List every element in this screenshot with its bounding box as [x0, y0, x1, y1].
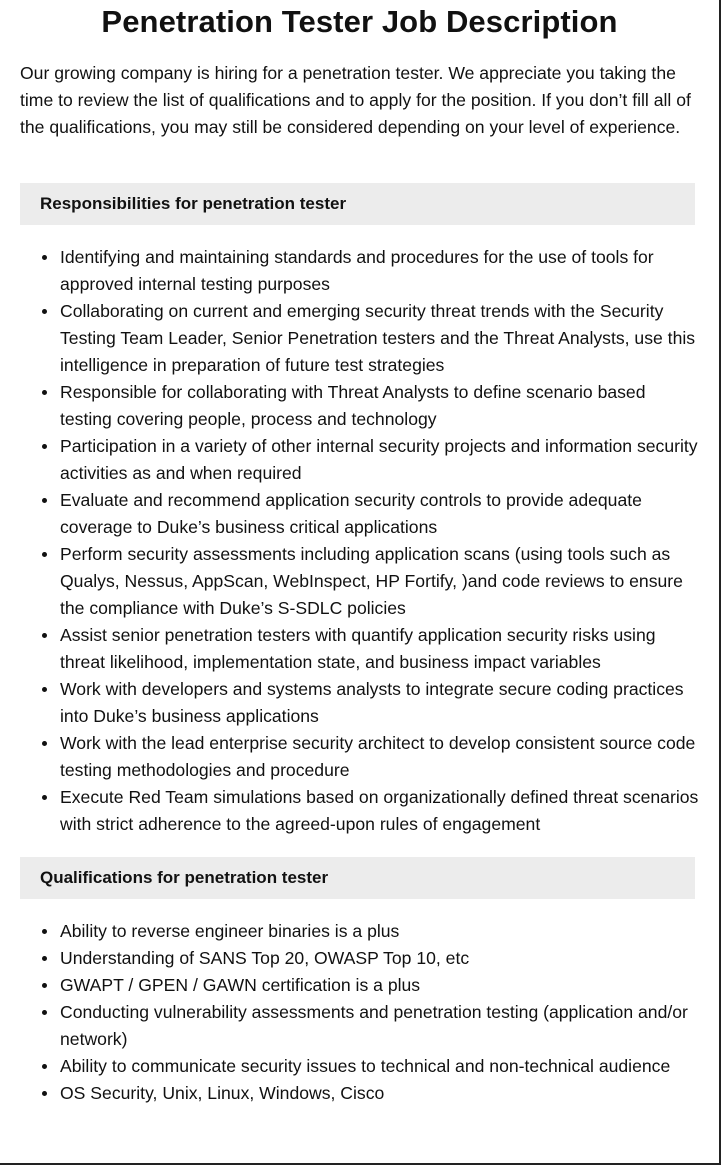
list-item: Responsible for collaborating with Threat Analysts to define scenario based testing covering people, process and technology	[20, 379, 700, 433]
list-item: Ability to reverse engineer binaries is a plus	[20, 918, 700, 945]
list-item: Conducting vulnerability assessments and penetration testing (application and/or network)	[20, 999, 700, 1053]
list-item: Execute Red Team simulations based on organizationally defined threat scenarios with strict adherence to the agreed-upon rules of engagement	[20, 784, 700, 838]
list-item: Evaluate and recommend application security controls to provide adequate coverage to Duke’s business critical applications	[20, 487, 700, 541]
list-item: OS Security, Unix, Linux, Windows, Cisco	[20, 1080, 700, 1107]
list-item: Work with developers and systems analysts to integrate secure coding practices into Duke’s business applications	[20, 676, 700, 730]
list-item: Perform security assessments including application scans (using tools such as Qualys, Nessus, AppScan, WebInspect, HP Fortify, )and code reviews to ensure the compliance with Duke’s S-SDLC policies	[20, 541, 700, 622]
list-item: Assist senior penetration testers with quantify application security risks using threat likelihood, implementation state, and business impact variables	[20, 622, 700, 676]
qualifications-heading: Qualifications for penetration tester	[20, 857, 695, 899]
responsibilities-list	[20, 244, 700, 838]
list-item: Participation in a variety of other internal security projects and information security activities as and when required	[20, 433, 700, 487]
qualifications-list	[20, 918, 700, 1107]
list-item: Understanding of SANS Top 20, OWASP Top 10, etc	[20, 945, 700, 972]
list-item: GWAPT / GPEN / GAWN certification is a plus	[20, 972, 700, 999]
list-item: Ability to communicate security issues to technical and non-technical audience	[20, 1053, 700, 1080]
list-item: Work with the lead enterprise security architect to develop consistent source code testing methodologies and procedure	[20, 730, 700, 784]
responsibilities-heading: Responsibilities for penetration tester	[20, 183, 695, 225]
list-item: Collaborating on current and emerging security threat trends with the Security Testing Team Leader, Senior Penetration testers and the Threat Analysts, use this intelligence in preparation of future test strategies	[20, 298, 700, 379]
page-title: Penetration Tester Job Description	[101, 4, 618, 39]
intro-paragraph: Our growing company is hiring for a penetration tester. We appreciate you taking the time to review the list of qualifications and to apply for the position. If you don’t fill all of the qualifications, you may still be considered depending on your level of experience.	[20, 63, 691, 137]
list-item: Identifying and maintaining standards and procedures for the use of tools for approved internal testing purposes	[20, 244, 700, 298]
